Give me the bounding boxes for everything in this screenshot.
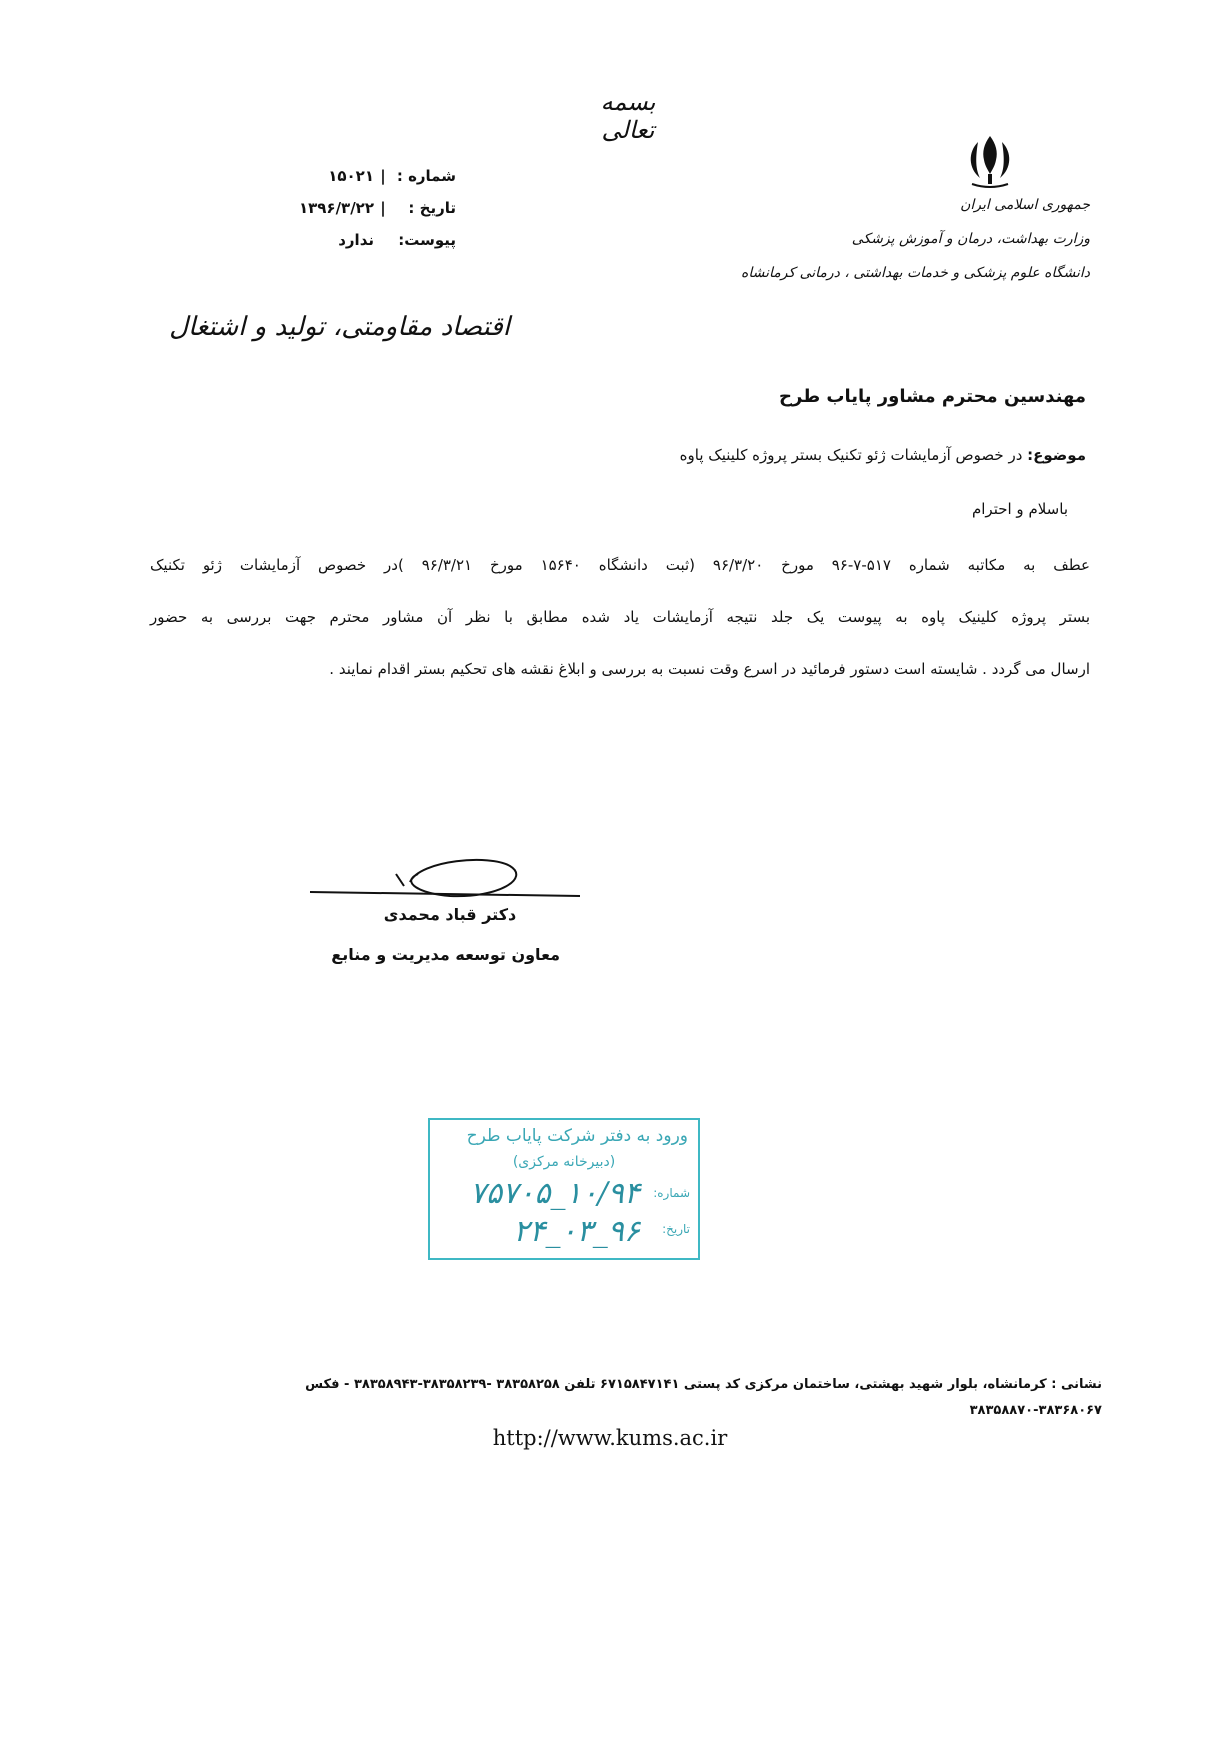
- meta-separator: |: [380, 167, 386, 185]
- emblem-line-country: جمهوری اسلامی ایران: [960, 197, 1090, 213]
- meta-number-row: [256, 160, 456, 192]
- attachment-label: پیوست:: [398, 231, 456, 249]
- basmala: بسمه تعالی: [600, 88, 656, 144]
- body-line: عطف به مکاتبه شماره ۵۱۷-۷-۹۶ مورخ ۹۶/۳/۲۰ (ثبت دانشگاه ۱۵۶۴۰ مورخ ۹۶/۳/۲۱ )در خصوص آزمایشات ژئو تکنیک: [150, 556, 1091, 574]
- subject-label: موضوع:: [1027, 446, 1086, 464]
- body-line: ارسال می گردد . شایسته است دستور فرمائید در اسرع وقت نسبت به بررسی و ابلاغ نقشه های تحکیم بستر اقدام نمایند .: [329, 660, 1090, 678]
- emblem-line-university: دانشگاه علوم پزشکی و خدمات بهداشتی ، درمانی کرمانشاه: [741, 265, 1090, 281]
- received-stamp: [428, 1118, 700, 1260]
- stamp-number-label: شماره:: [653, 1186, 690, 1200]
- signatory-title: معاون توسعه مدیریت و منابع: [331, 945, 560, 964]
- ministry-header: [741, 188, 1090, 290]
- stamp-number-value: ۱۰/۹۴_۷۵۷۰۵: [469, 1176, 640, 1211]
- stamp-date-value: ۹۶_۰۳_۲۴: [513, 1214, 640, 1249]
- subject-text: در خصوص آزمایشات ژئو تکنیک بستر پروژه کلینیک پاوه: [679, 446, 1023, 464]
- stamp-date-label: تاریخ:: [662, 1222, 690, 1236]
- greeting: باسلام و احترام: [971, 500, 1068, 518]
- stamp-heading: ورود به دفتر شرکت پایاب طرح: [466, 1126, 688, 1146]
- number-label: شماره :: [396, 167, 456, 185]
- emblem-line-ministry: وزارت بهداشت، درمان و آموزش پزشکی: [851, 231, 1090, 247]
- signatory-name: دکتر قباد محمدی: [383, 905, 517, 924]
- addressee: مهندسین محترم مشاور پایاب طرح: [779, 386, 1086, 407]
- body-line: بستر پروژه کلینیک پاوه به پیوست یک جلد نتیجه آزمایشات یاد شده مطابق با نظر آن مشاور محترم جهت بررسی به حضور: [150, 608, 1090, 626]
- letter-body: [150, 550, 1090, 706]
- date-label: تاریخ :: [408, 199, 456, 217]
- meta-attachment-row: [256, 224, 456, 256]
- footer-address: نشانی : کرمانشاه، بلوار شهید بهشتی، ساختمان مرکزی کد پستی ۶۷۱۵۸۴۷۱۴۱ تلفن ۳۸۳۵۸۲۵۸ -۳۸۳۵۸۲۳۹-۳۸۳۵۸۹۴۳ - فکس ۳۸۳۶۸۰۶۷-۳۸۳۵۸۸۷۰: [305, 1377, 1102, 1418]
- number-value: ۱۵۰۲۱: [328, 167, 374, 185]
- meta-date-row: [256, 192, 456, 224]
- subject-line: [680, 446, 1086, 464]
- attachment-value: ندارد: [338, 231, 374, 249]
- slogan: اقتصاد مقاومتی، تولید و اشتغال: [169, 312, 510, 342]
- letter-meta: [256, 160, 456, 256]
- meta-separator: [374, 224, 392, 256]
- iran-emblem-icon: [958, 130, 1022, 190]
- footer-url: http://www.kums.ac.ir: [492, 1426, 728, 1450]
- stamp-subheading: (دبیرخانه مرکزی): [512, 1154, 616, 1170]
- meta-separator: |: [380, 199, 386, 217]
- date-value: ۱۳۹۶/۳/۲۲: [298, 199, 374, 217]
